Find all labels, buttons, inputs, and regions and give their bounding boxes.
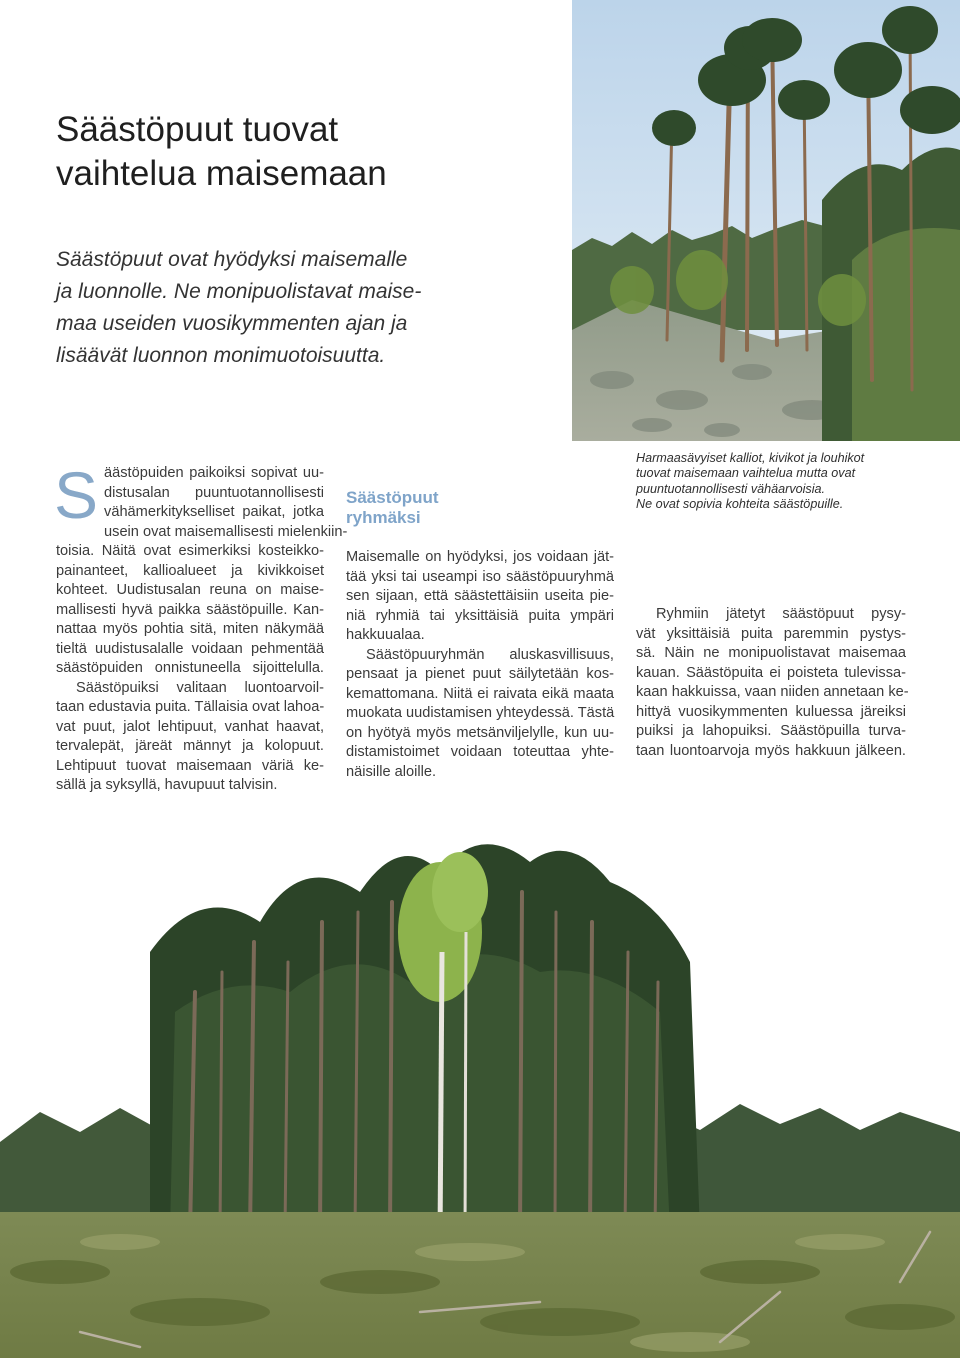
body-line: vät yksittäisiä puita paremmin pystys-: [636, 625, 906, 642]
body-line: Säästöpuiksi valitaan luontoarvoil-: [76, 679, 324, 696]
body-line: mallisesti hyvä paikka säästöpuille. Kan-: [56, 601, 324, 618]
body-line: nattaa myös pohtia sitä, miten näkymää: [56, 621, 324, 637]
body-column-3: [636, 605, 909, 761]
body-line: painanteet, kallioalueet ja kivikkoiset: [56, 562, 324, 579]
title-line: Säästöpuut tuovat: [56, 110, 339, 149]
body-column-2: [346, 548, 614, 782]
photo-caption: [636, 451, 936, 512]
body-line: usein ovat maisemallisesti mielenkiin-: [104, 523, 348, 540]
title-line: vaihtelua maisemaan: [56, 154, 387, 193]
body-line: hittyä vuosikymmenten kuluessa järeiksi: [636, 703, 906, 720]
section-subheading: [346, 488, 506, 528]
caption-line: tuovat maisemaan vaihtelua mutta ovat: [636, 466, 856, 481]
caption-line: Ne ovat sopivia kohteita säästöpuille.: [636, 496, 844, 511]
lead-line: maa useiden vuosikymmenten ajan ja: [56, 312, 408, 335]
caption-line: puuntuotannollisesti vähäarvoisia.: [636, 481, 826, 496]
subhead-line: Säästöpuut: [346, 488, 439, 507]
body-line: pensaat ja pienet puut säilytetään kos-: [346, 666, 614, 682]
body-line: puiksi ja lahopuiksi. Säästöpuilla turva-: [636, 723, 906, 739]
body-column-1: [54, 458, 348, 796]
body-line: Maisemalle on hyödyksi, jos voidaan jät-: [346, 549, 614, 565]
caption-line: Harmaasävyiset kalliot, kivikot ja louhikot: [636, 451, 865, 465]
body-line: Ryhmiin jätetyt säästöpuut pysy-: [656, 606, 906, 622]
body-line: näisille aloille.: [346, 763, 437, 780]
lead-line: lisäävät luonnon monimuotoisuutta.: [56, 344, 386, 367]
rocky-forest-photo: [572, 0, 960, 441]
body-line: kohteet. Uudistusalan reuna on maise-: [56, 582, 324, 598]
body-line: kauan. Säästöpuita ei poisteta tulevissa-: [636, 664, 906, 681]
drop-cap: S: [54, 458, 99, 532]
lead-line: Säästöpuut ovat hyödyksi maisemalle: [56, 248, 408, 271]
body-line: muokata uudistamisen yhteydessä. Tästä: [346, 705, 615, 721]
body-line: on hyötyä myös metsänviljelylle, kun uu-: [346, 724, 614, 741]
clearcut-tree-group-photo: [0, 812, 960, 1358]
body-line: toisia. Näitä ovat esimerkiksi kosteikko-: [56, 543, 324, 559]
body-line: distamistoimet voidaan toteuttaa yhte-: [346, 744, 614, 760]
body-line: hakkuualaa.: [346, 627, 425, 643]
body-line: taan edustavia puita. Tällaisia ovat lahoa-: [56, 699, 325, 715]
body-line: Säästöpuuryhmän aluskasvillisuus,: [366, 646, 614, 663]
body-line: sä. Näin ne monipuolistavat maisemaa: [636, 645, 906, 661]
body-line: äästöpuiden paikoiksi sopivat uu-: [104, 465, 324, 481]
body-line: säästöpuiden onnistuneella sijoittelulla.: [56, 660, 324, 676]
subhead-line: ryhmäksi: [346, 508, 421, 527]
body-line: distusalan puuntuotannollisesti: [104, 484, 324, 501]
body-line: sen sijaan, että säästettäisiin useita pie-: [346, 588, 614, 604]
lead-line: ja luonnolle. Ne monipuolistavat maise-: [56, 280, 422, 303]
body-line: niä ryhmiä tai yksittäisiä puita ympäri: [346, 607, 614, 624]
page-title: [56, 108, 526, 196]
body-line: tervalepät, järeät männyt ja kolopuut.: [56, 738, 324, 754]
body-line: Lehtipuut tuovat maisemaan väriä ke-: [56, 757, 324, 774]
body-line: tieltä uudistusalalle voidaan pehmentää: [56, 640, 324, 657]
body-line: vat puut, jalot lehtipuut, vanhat haavat,: [56, 718, 324, 735]
body-line: tää yksi tai useampi iso säästöpuuryhmä: [346, 568, 614, 585]
lead-paragraph: [56, 244, 476, 372]
body-line: kaan hakkuissa, vaan niiden annetaan ke-: [636, 684, 909, 700]
body-line: sällä ja syksyllä, havupuut talvisin.: [56, 777, 278, 793]
body-line: taan luontoarvoja myös hakkuun jälkeen.: [636, 742, 906, 759]
body-line: kemattomana. Niitä ei raivata eikä maata: [346, 685, 614, 702]
body-line: vähämerkitykselliset paikat, jotka: [104, 504, 324, 520]
